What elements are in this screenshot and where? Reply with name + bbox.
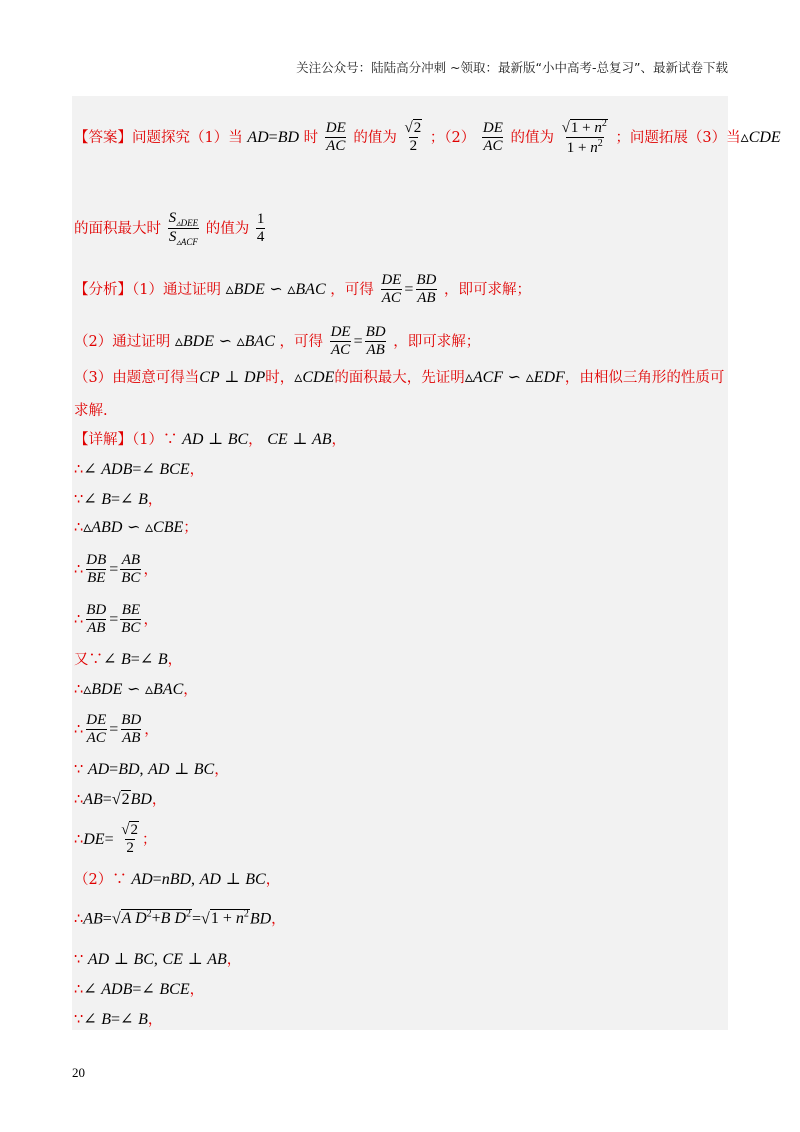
fraction: $\frac{DE}{AC}$ [330, 324, 351, 359]
fraction: $\frac{DB}{BE}$ [86, 552, 107, 587]
fraction: $\frac{DE}{AC}$ [86, 712, 107, 747]
fraction: $\frac{AB}{BC}$ [121, 552, 141, 587]
detail-line-5: ∴ $\frac{DB}{BE}$ = $\frac{AB}{BC}$ ， [74, 552, 158, 587]
detail-line-3: ∵∠ B=∠ B， [74, 491, 163, 508]
detail-line-9: ∴ $\frac{DE}{AC}$ = $\frac{BD}{AB}$ ， [74, 712, 159, 747]
detail-line-16: ∴∠ ADB=∠ BCE， [74, 981, 205, 998]
detail-line-7: 又∵∠ B=∠ B， [74, 651, 183, 668]
fraction: $\frac{S_{▵DEE}}{S_{▵ACF}}$ [168, 210, 199, 248]
detail-tag: 【详解】 [74, 432, 132, 448]
detail-line-17: ∵∠ B=∠ B， [74, 1011, 163, 1028]
detail-line-8: ∴▵BDE ∽ ▵BAC， [74, 681, 198, 698]
detail-line-1: 【详解】（1）∵ AD ⊥ BC， CE ⊥ AB， [74, 431, 347, 448]
detail-line-14: ∴AB=√A $D^2+B$ $D^2=√1 + n^2BD$， [74, 909, 286, 928]
analysis-line-3: （3）由题意可得当CP ⊥ DP时，▵CDE的面积最大，先证明▵ACF ∽ ▵EDF，由相似三角形的性质可 [74, 369, 725, 386]
fraction: $\frac{BD}{AB}$ [121, 712, 142, 747]
detail-line-6: ∴ $\frac{BD}{AB}$ = $\frac{BE}{BC}$ ， [74, 602, 158, 637]
analysis-tag: 【分析】 [74, 281, 132, 298]
answer-line-2: 的面积最大时 $\frac{S_{▵DEE}}{S_{▵ACF}}$ 的值为 $\frac{1}{4}$ [74, 210, 265, 248]
fraction: $\frac{DE}{AC}$ [482, 120, 503, 155]
fraction: $\frac{√2}{2}$ [404, 120, 422, 155]
detail-line-2: ∴∠ ADB=∠ BCE， [74, 461, 205, 478]
analysis-line-4: 求解. [74, 403, 108, 419]
answer-tag: 【答案】 [74, 129, 132, 146]
fraction: $\frac{√1 + n^2}{1 + n^2}$ [561, 118, 607, 157]
fraction: $\frac{BD}{AB}$ [365, 324, 386, 359]
detail-line-10: ∵ AD=BD, AD ⊥ BC， [74, 761, 229, 778]
answer-line-1: 【答案】问题探究（1）当 AD=BD 时 $\frac{DE}{AC}$ 的值为 $\frac{√2}{2}$ ；（2） $\frac{DE}{AC}$ 的值为 $\frac{√1 + n^2}{1 + n^2}$ ；问题拓展（3）当▵CDE [74, 118, 781, 157]
page-number: 20 [72, 1065, 85, 1080]
detail-line-4: ∴▵ABD ∽ ▵CBE； [74, 519, 198, 536]
detail-line-15: ∵ AD ⊥ BC, CE ⊥ AB， [74, 951, 242, 968]
page-header: 关注公众号：陆陆高分冲刺 ~领取：最新版“小中高考-总复习”、最新试卷下载 [296, 60, 728, 75]
fraction: $\frac{√2}{2}$ [121, 822, 138, 857]
detail-line-11: ∴AB=√2BD， [74, 791, 167, 808]
fraction: $\frac{BE}{BC}$ [121, 602, 141, 637]
analysis-line-2: （2）通过证明 ▵BDE ∽ ▵BAC ，可得 $\frac{DE}{AC}$ = $\frac{BD}{AB}$ ，即可求解； [74, 324, 481, 359]
fraction: $\frac{DE}{AC}$ [381, 272, 402, 307]
detail-line-13: （2）∵ AD=nBD, AD ⊥ BC， [74, 871, 281, 888]
math: AD [247, 128, 269, 146]
fraction: $\frac{DE}{AC}$ [325, 120, 346, 155]
fraction: $\frac{BD}{AB}$ [86, 602, 107, 637]
fraction: $\frac{1}{4}$ [256, 211, 265, 246]
fraction: $\frac{BD}{AB}$ [416, 272, 437, 307]
detail-line-12: ∴DE= $\frac{√2}{2}$ ； [74, 822, 157, 857]
analysis-line-1: 【分析】（1）通过证明 ▵BDE ∽ ▵BAC ，可得 $\frac{DE}{AC}$ = $\frac{BD}{AB}$ ，即可求解； [74, 272, 531, 307]
